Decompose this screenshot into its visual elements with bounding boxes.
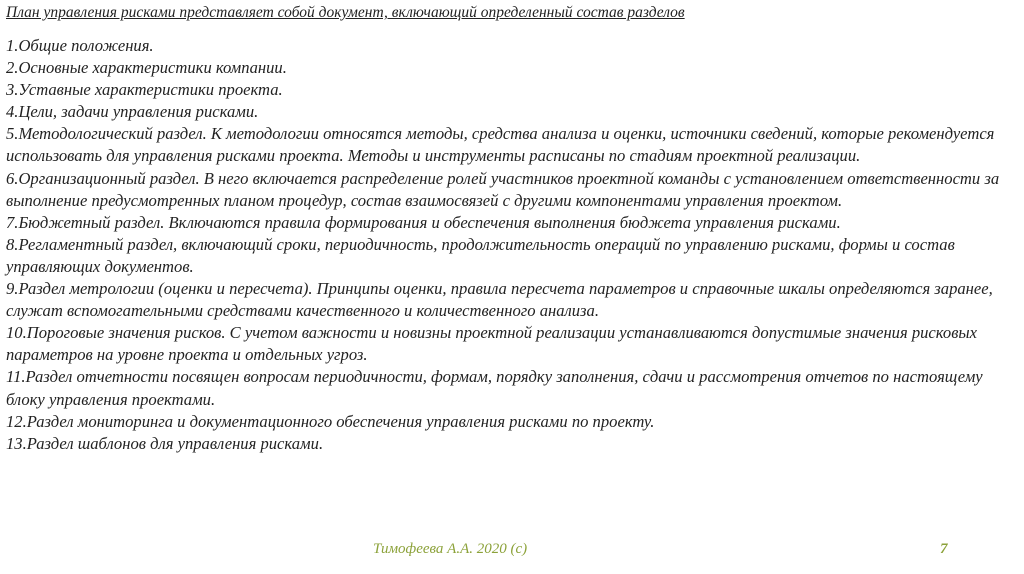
list-item: 5.Методологический раздел. К методологии относятся методы, средства анализа и оценки, источники сведений, которые рекомендуется использовать для управления рисками проекта. Методы и инструменты расписаны по стадиям проектной реализации. [6,124,995,166]
slide-title: План управления рисками представляет собой документ, включающий определенный состав разделов [6,4,685,21]
list-item: 10.Пороговые значения рисков. С учетом важности и новизны проектной реализации устанавливаются допустимые значения рисковых параметров на уровне проекта и отдельных угроз. [6,323,978,365]
list-item: 8.Регламентный раздел, включающий сроки, периодичность, продолжительность операций по управлению рисками, формы и состав управляющих документов. [6,234,955,276]
list-item: 1.Общие положения. [6,36,154,55]
list-item: 3.Уставные характеристики проекта. [6,80,283,100]
page-number: 7 [940,541,948,557]
list-item: 12.Раздел мониторинга и документационного обеспечения управления рисками по проекту. [6,411,655,431]
list-item: 11.Раздел отчетности посвящен вопросам периодичности, формам, порядку заполнения, сдачи и рассмотрения отчетов по настоящему блоку управления проектами. [6,367,983,409]
list-item: 9.Раздел метрологии (оценки и пересчета). Принципы оценки, правила пересчета параметров и справочные шкалы определяются заранее, служат вспомогательными средствами качественного и количественного анализа. [6,279,993,321]
list-item: 6.Организационный раздел. В него включается распределение ролей участников проектной команды с установлением ответственности за выполнение предусмотренных планом процедур, состав взаимосвязей с другими компонентами управления проектом. [6,168,1000,210]
list-item: 4.Цели, задачи управления рисками. [6,102,259,122]
list-item: 2.Основные характеристики компании. [6,58,287,78]
list-item: 13.Раздел шаблонов для управления рисками. [6,433,324,453]
footer-author: Тимофеева А.А. 2020 (с) [373,541,528,557]
list-item: 7.Бюджетный раздел. Включаются правила формирования и обеспечения выполнения бюджета управления рисками. [6,212,841,232]
sections-list [6,35,1006,455]
